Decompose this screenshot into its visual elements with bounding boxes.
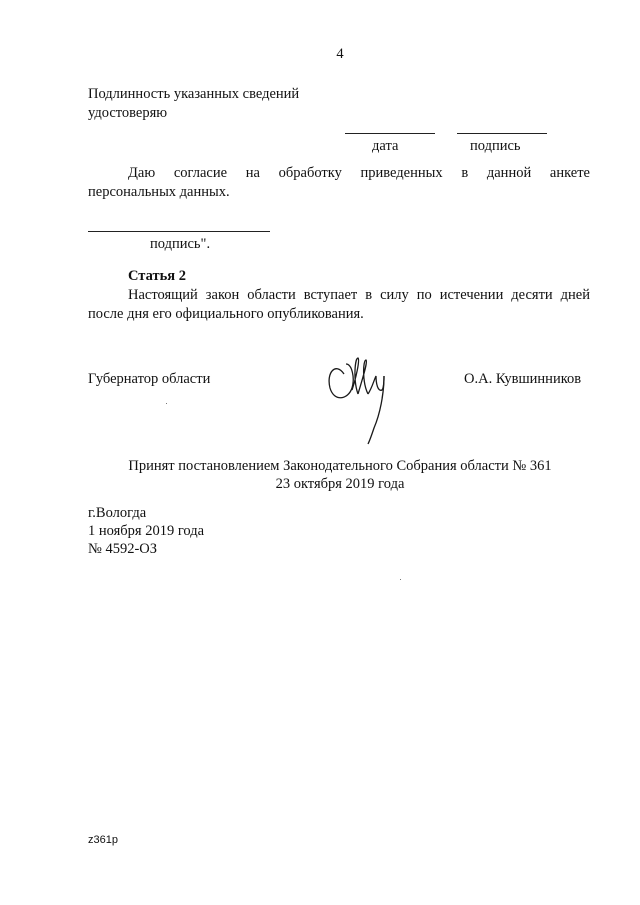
article-title: Статья 2 [128, 268, 186, 284]
speck-1 [166, 403, 167, 404]
adoption-line1: Принят постановлением Законодательного Собрания области № 361 [128, 458, 552, 474]
consent-signature-label: подпись". [150, 236, 211, 252]
governor-name: О.А. Кувшинников [464, 371, 582, 387]
article-text-line1: Настоящий закон области вступает в силу по истечении десяти дней [128, 287, 590, 303]
speck-2 [400, 579, 401, 580]
article-text-line2: после дня его официального опубликования. [88, 306, 364, 322]
page-number: 4 [336, 46, 344, 62]
governor-title: Губернатор области [88, 371, 211, 387]
law-number: № 4592-ОЗ [88, 541, 158, 557]
signature-label: подпись [470, 138, 521, 154]
adoption-line2: 23 октября 2019 года [275, 476, 405, 492]
signature-underline [457, 133, 547, 134]
handwritten-signature [322, 350, 402, 450]
consent-signature-underline [88, 231, 270, 232]
place-city: г.Вологда [88, 505, 147, 521]
authenticity-line2: удостоверяю [88, 105, 168, 121]
consent-text-line1: Даю согласие на обработку приведенных в данной анкете [128, 165, 590, 181]
footer-code: z361p [88, 834, 118, 846]
consent-text-line2: персональных данных. [88, 184, 230, 200]
authenticity-line1: Подлинность указанных сведений [88, 86, 300, 102]
date-label: дата [372, 138, 399, 154]
date-underline [345, 133, 435, 134]
place-date: 1 ноября 2019 года [88, 523, 205, 539]
